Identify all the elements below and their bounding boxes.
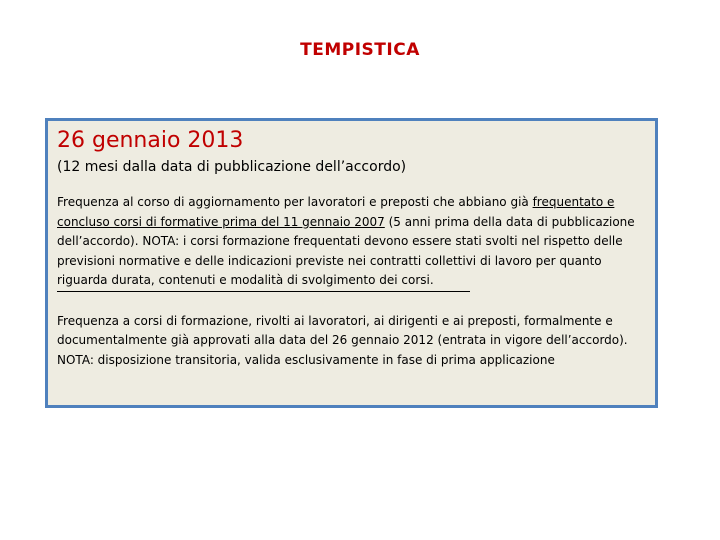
box-heading: 26 gennaio 2013 (57, 128, 244, 153)
content-box (45, 118, 658, 408)
paragraph-1-underlined: frequentato e concluso corsi di formative prima del 11 gennaio 2007 (57, 195, 615, 229)
paragraph-1 (57, 193, 647, 291)
paragraph-1-rest: (5 anni prima della data di pubblicazione dell’accordo). NOTA: i corsi formazione frequentati devono essere stati svolti nel rispetto delle previsioni normative e delle indicazioni previste nei contratti collettivi di lavoro per quanto riguarda durata, contenuti e modalità di svolgimento dei corsi. (57, 214, 635, 287)
separator-line (57, 291, 470, 292)
box-subheading: (12 mesi dalla data di pubblicazione dell’accordo) (57, 159, 407, 175)
paragraph-1-intro: Frequenza al corso di aggiornamento per lavoratori e preposti che abbiano già (57, 195, 533, 209)
slide-title: TEMPISTICA (300, 40, 420, 60)
paragraph-2: Frequenza a corsi di formazione, rivolti ai lavoratori, ai dirigenti e ai preposti, formalmente e documentalmente già approvati alla data del 26 gennaio 2012 (entrata in vigore dell’accordo). NOTA: disposizione transitoria, valida esclusivamente in fase di prima applicazione (57, 313, 628, 367)
